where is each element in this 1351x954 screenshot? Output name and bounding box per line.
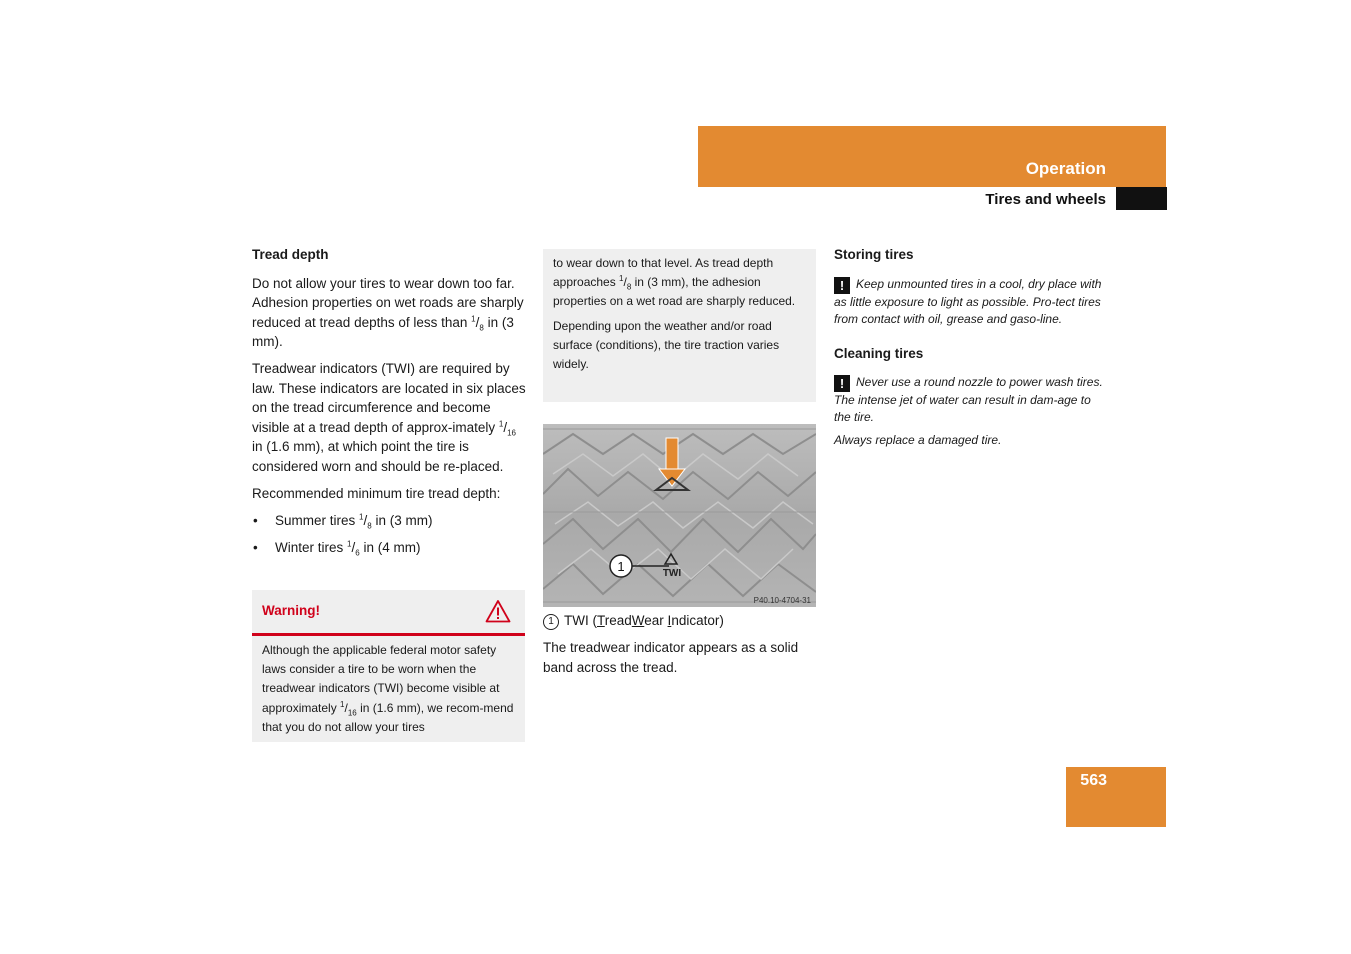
caution-icon: ! bbox=[834, 375, 850, 392]
section-title: Operation bbox=[1025, 159, 1106, 178]
paragraph-recommended: Recommended minimum tire tread depth: bbox=[252, 485, 501, 501]
note-cleaning: ! Never use a round nozzle to power wash tires. The intense jet of water can result in dam-age to the tire. bbox=[834, 375, 1103, 424]
warning-box bbox=[252, 590, 525, 742]
page-number: 563 bbox=[1080, 772, 1107, 789]
subsection-title: Tires and wheels bbox=[985, 191, 1106, 208]
warning-header bbox=[252, 590, 525, 636]
warning-continuation-box bbox=[543, 249, 816, 402]
list-item: • Summer tires $^1/_8$ in (3 mm) bbox=[252, 511, 527, 531]
paragraph-tread-intro: Do not allow your tires to wear down too far. Adhesion properties on wet roads are sharply reduced at tread depths of less than $^1/_8$ in (3 mm). bbox=[252, 275, 524, 349]
header-tab-marker bbox=[1116, 187, 1167, 210]
callout-number: 1 bbox=[617, 559, 625, 574]
paragraph-wear-level: to wear down to that level. As tread depth approaches $^1/_8$ in (3 mm), the adhesion properties on a wet road are sharply reduced. bbox=[553, 256, 796, 308]
paragraph-twi: Treadwear indicators (TWI) are required by law. These indicators are located in six places on the tread circumference and become visible at a tread depth of approx-imately $^1/_{16}$ in (1.6 mm), at which point the tire is considered worn and should be re-placed. bbox=[252, 361, 526, 474]
column-storing-cleaning bbox=[834, 245, 1109, 455]
figure-caption: 1 TWI (TreadWear Indicator) bbox=[543, 611, 823, 631]
column-tread-depth bbox=[252, 245, 527, 565]
tire-tread-illustration bbox=[543, 424, 816, 607]
heading-cleaning-tires: Cleaning tires bbox=[834, 345, 924, 361]
note-storing: ! Keep unmounted tires in a cool, dry place with as little exposure to light as possible. Pro-tect tires from contact with oil, grease and gaso-line. bbox=[834, 276, 1102, 326]
paragraph-solid-band: The treadwear indicator appears as a solid band across the tread. bbox=[543, 640, 799, 675]
list-item: • Winter tires $^1/_6$ in (4 mm) bbox=[252, 538, 527, 558]
twi-label: TWI bbox=[662, 568, 682, 579]
warning-triangle-icon bbox=[485, 599, 511, 623]
paragraph-traction: Depending upon the weather and/or road surface (conditions), the tire traction varies widely. bbox=[553, 319, 780, 371]
warning-text: Although the applicable federal motor safety laws consider a tire to be worn when the treadwear indicators (TWI) become visible at approximately $^1/_{16}$ in (1.6 mm), we recom-mend that you do not allow your tires bbox=[262, 643, 514, 734]
heading-tread-depth: Tread depth bbox=[252, 247, 329, 262]
note-replace-tire: Always replace a damaged tire. bbox=[834, 433, 1002, 447]
caution-icon: ! bbox=[834, 277, 850, 294]
figure-code: P40.10-4704-31 bbox=[753, 596, 811, 605]
heading-storing-tires: Storing tires bbox=[834, 247, 914, 262]
tread-depth-list bbox=[252, 511, 527, 558]
warning-title: Warning! bbox=[262, 603, 320, 618]
callout-marker: 1 bbox=[543, 614, 559, 630]
